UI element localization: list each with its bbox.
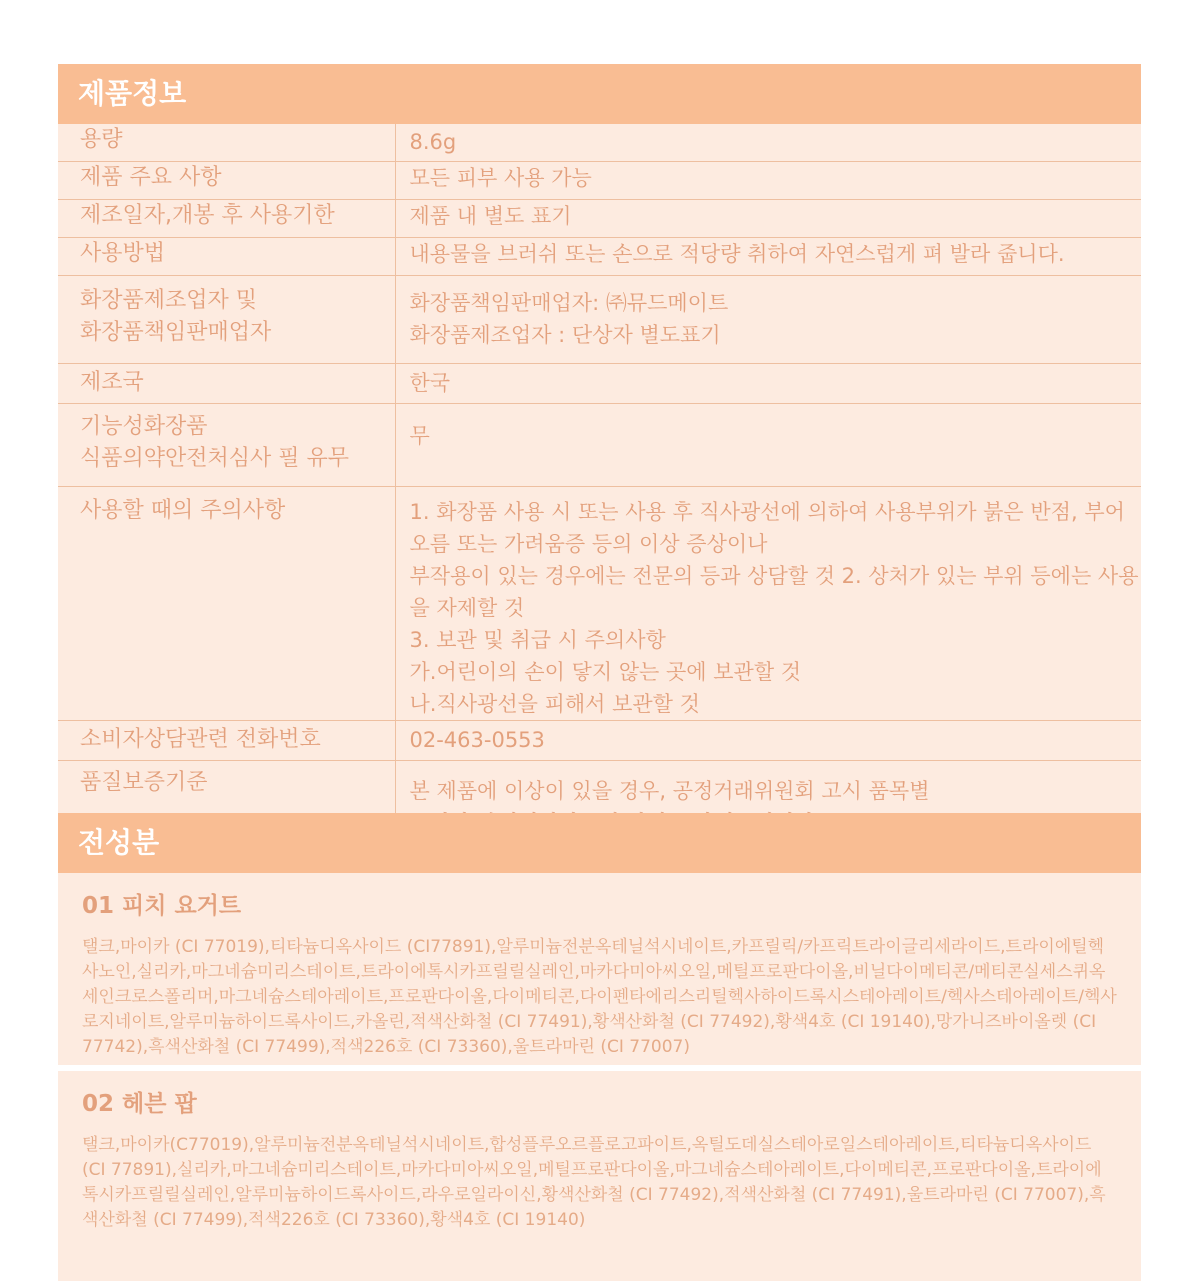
- row-value: 화장품책임판매업자: ㈜뮤드메이트 화장품제조업자 : 단상자 별도표기: [395, 275, 1141, 363]
- product-info-section: [58, 64, 1141, 848]
- row-label: 소비자상담관련 전화번호: [58, 720, 395, 760]
- row-label: 기능성화장품 식품의약안전처심사 필 유무: [58, 403, 395, 486]
- row-label: 제품 주요 사항: [58, 161, 395, 199]
- ingredient-block: [58, 1071, 1141, 1281]
- row-value: 본 제품에 이상이 있을 경우, 공정거래위원회 고시 품목별: [409, 778, 930, 803]
- row-value: 무: [395, 403, 1141, 486]
- table-row: [58, 275, 1141, 363]
- table-row: [58, 363, 1141, 403]
- table-row: [58, 161, 1141, 199]
- table-row: [58, 124, 1141, 161]
- row-value: 8.6g: [395, 124, 1141, 161]
- row-label: 품질보증기준: [58, 760, 395, 848]
- ingredients-header: 전성분: [58, 813, 1141, 873]
- ingredient-list: 탤크,마이카 (CI 77019),티타늄디옥사이드 (CI77891),알루미늄전분옥테닐석시네이트,카프릴릭/카프릭트라이글리세라이드,트라이에틸헥사노인,실리카,마그네슘미리스테이트,트라이에톡시카프릴릴실레인,마카다미아씨오일,메틸프로판다이올,비닐다이메티콘/메티콘실세스퀴옥세인크로스폴리머,마그네슘스테아레이트,프로판다이올,다이메티콘,다이펜타에리스리틸헥사하이드록시스테아레이트/헥사스테아레이트/헥사로지네이트,알루미늄하이드록사이드,카올린,적색산화철 (CI 77491),황색산화철 (CI 77492),황색4호 (CI 19140),망가니즈바이올렛 (CI 77742),흑색산화철 (CI 77499),적색226호 (CI 73360),울트라마린 (CI 77007): [82, 937, 1117, 1057]
- row-label: 용량: [58, 124, 395, 161]
- row-value: 1. 화장품 사용 시 또는 사용 후 직사광선에 의하여 사용부위가 붉은 반점, 부어오름 또는 가려움증 등의 이상 증상이나 부작용이 있는 경우에는 전문의 등과 상담할 것 2. 상처가 있는 부위 등에는 사용을 자제할 것 3. 보관 및 취급 시 주의사항 가.어린이의 손이 닿지 않는 곳에 보관할 것 나.직사광선을 피해서 보관할 것: [395, 486, 1141, 720]
- row-value: 내용물을 브러쉬 또는 손으로 적당량 취하여 자연스럽게 펴 발라 줍니다.: [395, 237, 1141, 275]
- table-row: [58, 199, 1141, 237]
- row-value: 제품 내 별도 표기: [395, 199, 1141, 237]
- row-label: 화장품제조업자 및 화장품책임판매업자: [58, 275, 395, 363]
- product-info-table: [58, 124, 1141, 848]
- table-row: [58, 486, 1141, 720]
- row-label: 제조국: [58, 363, 395, 403]
- ingredient-name: 01 피치 요거트: [82, 893, 242, 919]
- row-label: 사용할 때의 주의사항: [58, 486, 395, 720]
- ingredients-section: [58, 813, 1141, 1281]
- row-label: 제조일자,개봉 후 사용기한: [58, 199, 395, 237]
- ingredient-block: [58, 873, 1141, 1065]
- row-value: 02-463-0553: [395, 720, 1141, 760]
- ingredient-name: 02 헤븐 팝: [82, 1091, 197, 1117]
- table-row: [58, 237, 1141, 275]
- table-row: [58, 720, 1141, 760]
- ingredient-list: 탤크,마이카(C77019),알루미늄전분옥테닐석시네이트,합성플루오르플로고파이트,옥틸도데실스테아로일스테아레이트,티타늄디옥사이드 (CI 77891),실리카,마그네슘미리스테이트,마카다미아씨오일,메틸프로판다이올,마그네슘스테아레이트,다이메티콘,프로판다이올,트라이에톡시카프릴릴실레인,알루미늄하이드록사이드,라우로일라이신,황색산화철 (CI 77492),적색산화철 (CI 77491),울트라마린 (CI 77007),흑색산화철 (CI 77499),적색226호 (CI 73360),황색4호 (CI 19140): [82, 1135, 1106, 1230]
- row-label: 사용방법: [58, 237, 395, 275]
- row-value: 모든 피부 사용 가능: [395, 161, 1141, 199]
- product-info-header: 제품정보: [58, 64, 1141, 124]
- row-value: 한국: [395, 363, 1141, 403]
- table-row: [58, 403, 1141, 486]
